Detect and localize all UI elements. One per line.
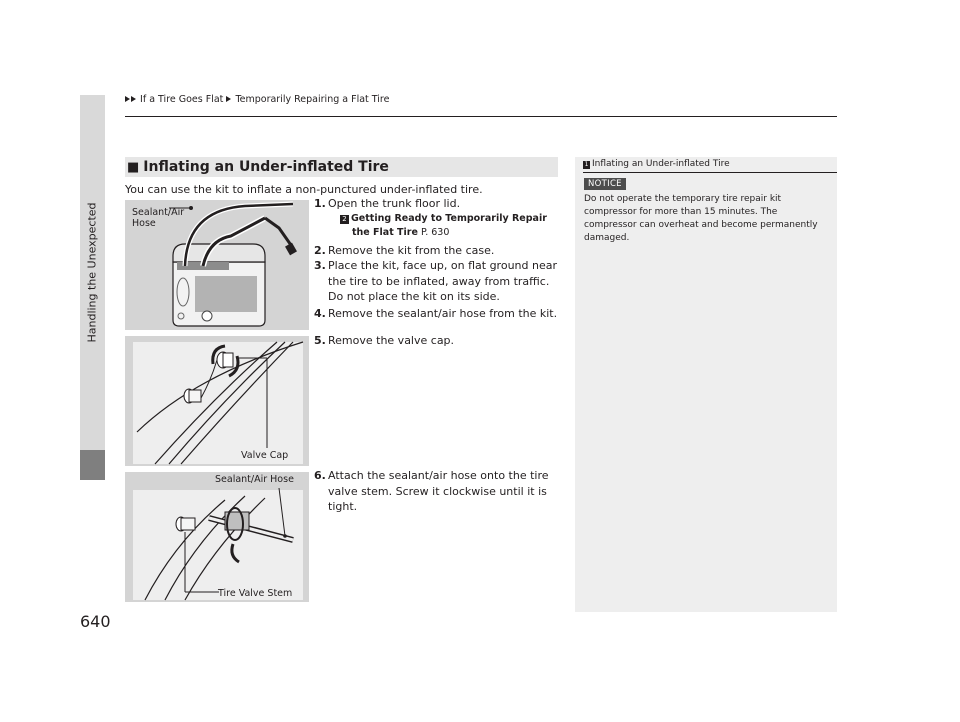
side-note-title: 1 Inflating an Under-inflated Tire [584, 159, 730, 169]
section-heading [125, 157, 558, 177]
header-rule [125, 116, 837, 117]
step-2: 2. Remove the kit from the case. [314, 244, 495, 257]
step-6: 6. Attach the sealant/air hose onto the tire valve stem. Screw it clockwise until it is tight. [314, 469, 549, 513]
step-4: 4. Remove the sealant/air hose from the kit. [314, 307, 558, 320]
figure-hose-attach [125, 472, 309, 602]
step-3: 3. Place the kit, face up, on flat ground near the tire to be inflated, away from traffic. Do not place the kit on its side. [314, 259, 557, 303]
intro-text: You can use the kit to inflate a non-punctured under-inflated tire. [125, 183, 483, 196]
breadcrumb-part1[interactable]: If a Tire Goes Flat [140, 94, 224, 105]
breadcrumb-part2[interactable]: Temporarily Repairing a Flat Tire [235, 94, 390, 105]
breadcrumb-arrow-icon [226, 96, 231, 102]
section-marker-icon: ■ [127, 159, 140, 175]
side-note-rule [583, 172, 837, 173]
figure-label-valve-cap: Valve Cap [241, 450, 289, 461]
xref-arrow-icon: 2 [340, 215, 349, 224]
figure-label-sealant-air-hose: Sealant/Air Hose [132, 207, 185, 229]
notice-badge: NOTICE [584, 178, 626, 190]
hose-attach-illustration [125, 472, 309, 602]
figure-label-sealant-air-hose-2: Sealant/Air Hose [215, 474, 294, 485]
page-number: 640 [80, 612, 111, 631]
figure-valve-cap [125, 336, 309, 466]
section-tab-marker [80, 450, 105, 480]
breadcrumb-arrow-icon [131, 96, 136, 102]
side-note-arrow-icon: 1 [584, 161, 589, 168]
breadcrumb-arrow-icon [125, 96, 130, 102]
notice-text: Do not operate the temporary tire repair kit compressor for more than 15 minutes. The compressor can overheat and become permanently damaged. [584, 194, 818, 243]
valve-cap-illustration [125, 336, 309, 466]
figure-compressor-kit [125, 200, 309, 330]
step-1: 1. Open the trunk floor lid. [314, 197, 461, 210]
breadcrumb [125, 94, 389, 105]
cross-reference[interactable]: 2 Getting Ready to Temporarily Repair the Flat Tire P. 630 [340, 212, 560, 240]
figure-label-tire-valve-stem: Tire Valve Stem [218, 588, 293, 599]
sidebar-label: Handling the Unexpected [86, 202, 100, 343]
section-title: Inflating an Under-inflated Tire [143, 159, 389, 175]
step-5: 5. Remove the valve cap. [314, 334, 455, 347]
